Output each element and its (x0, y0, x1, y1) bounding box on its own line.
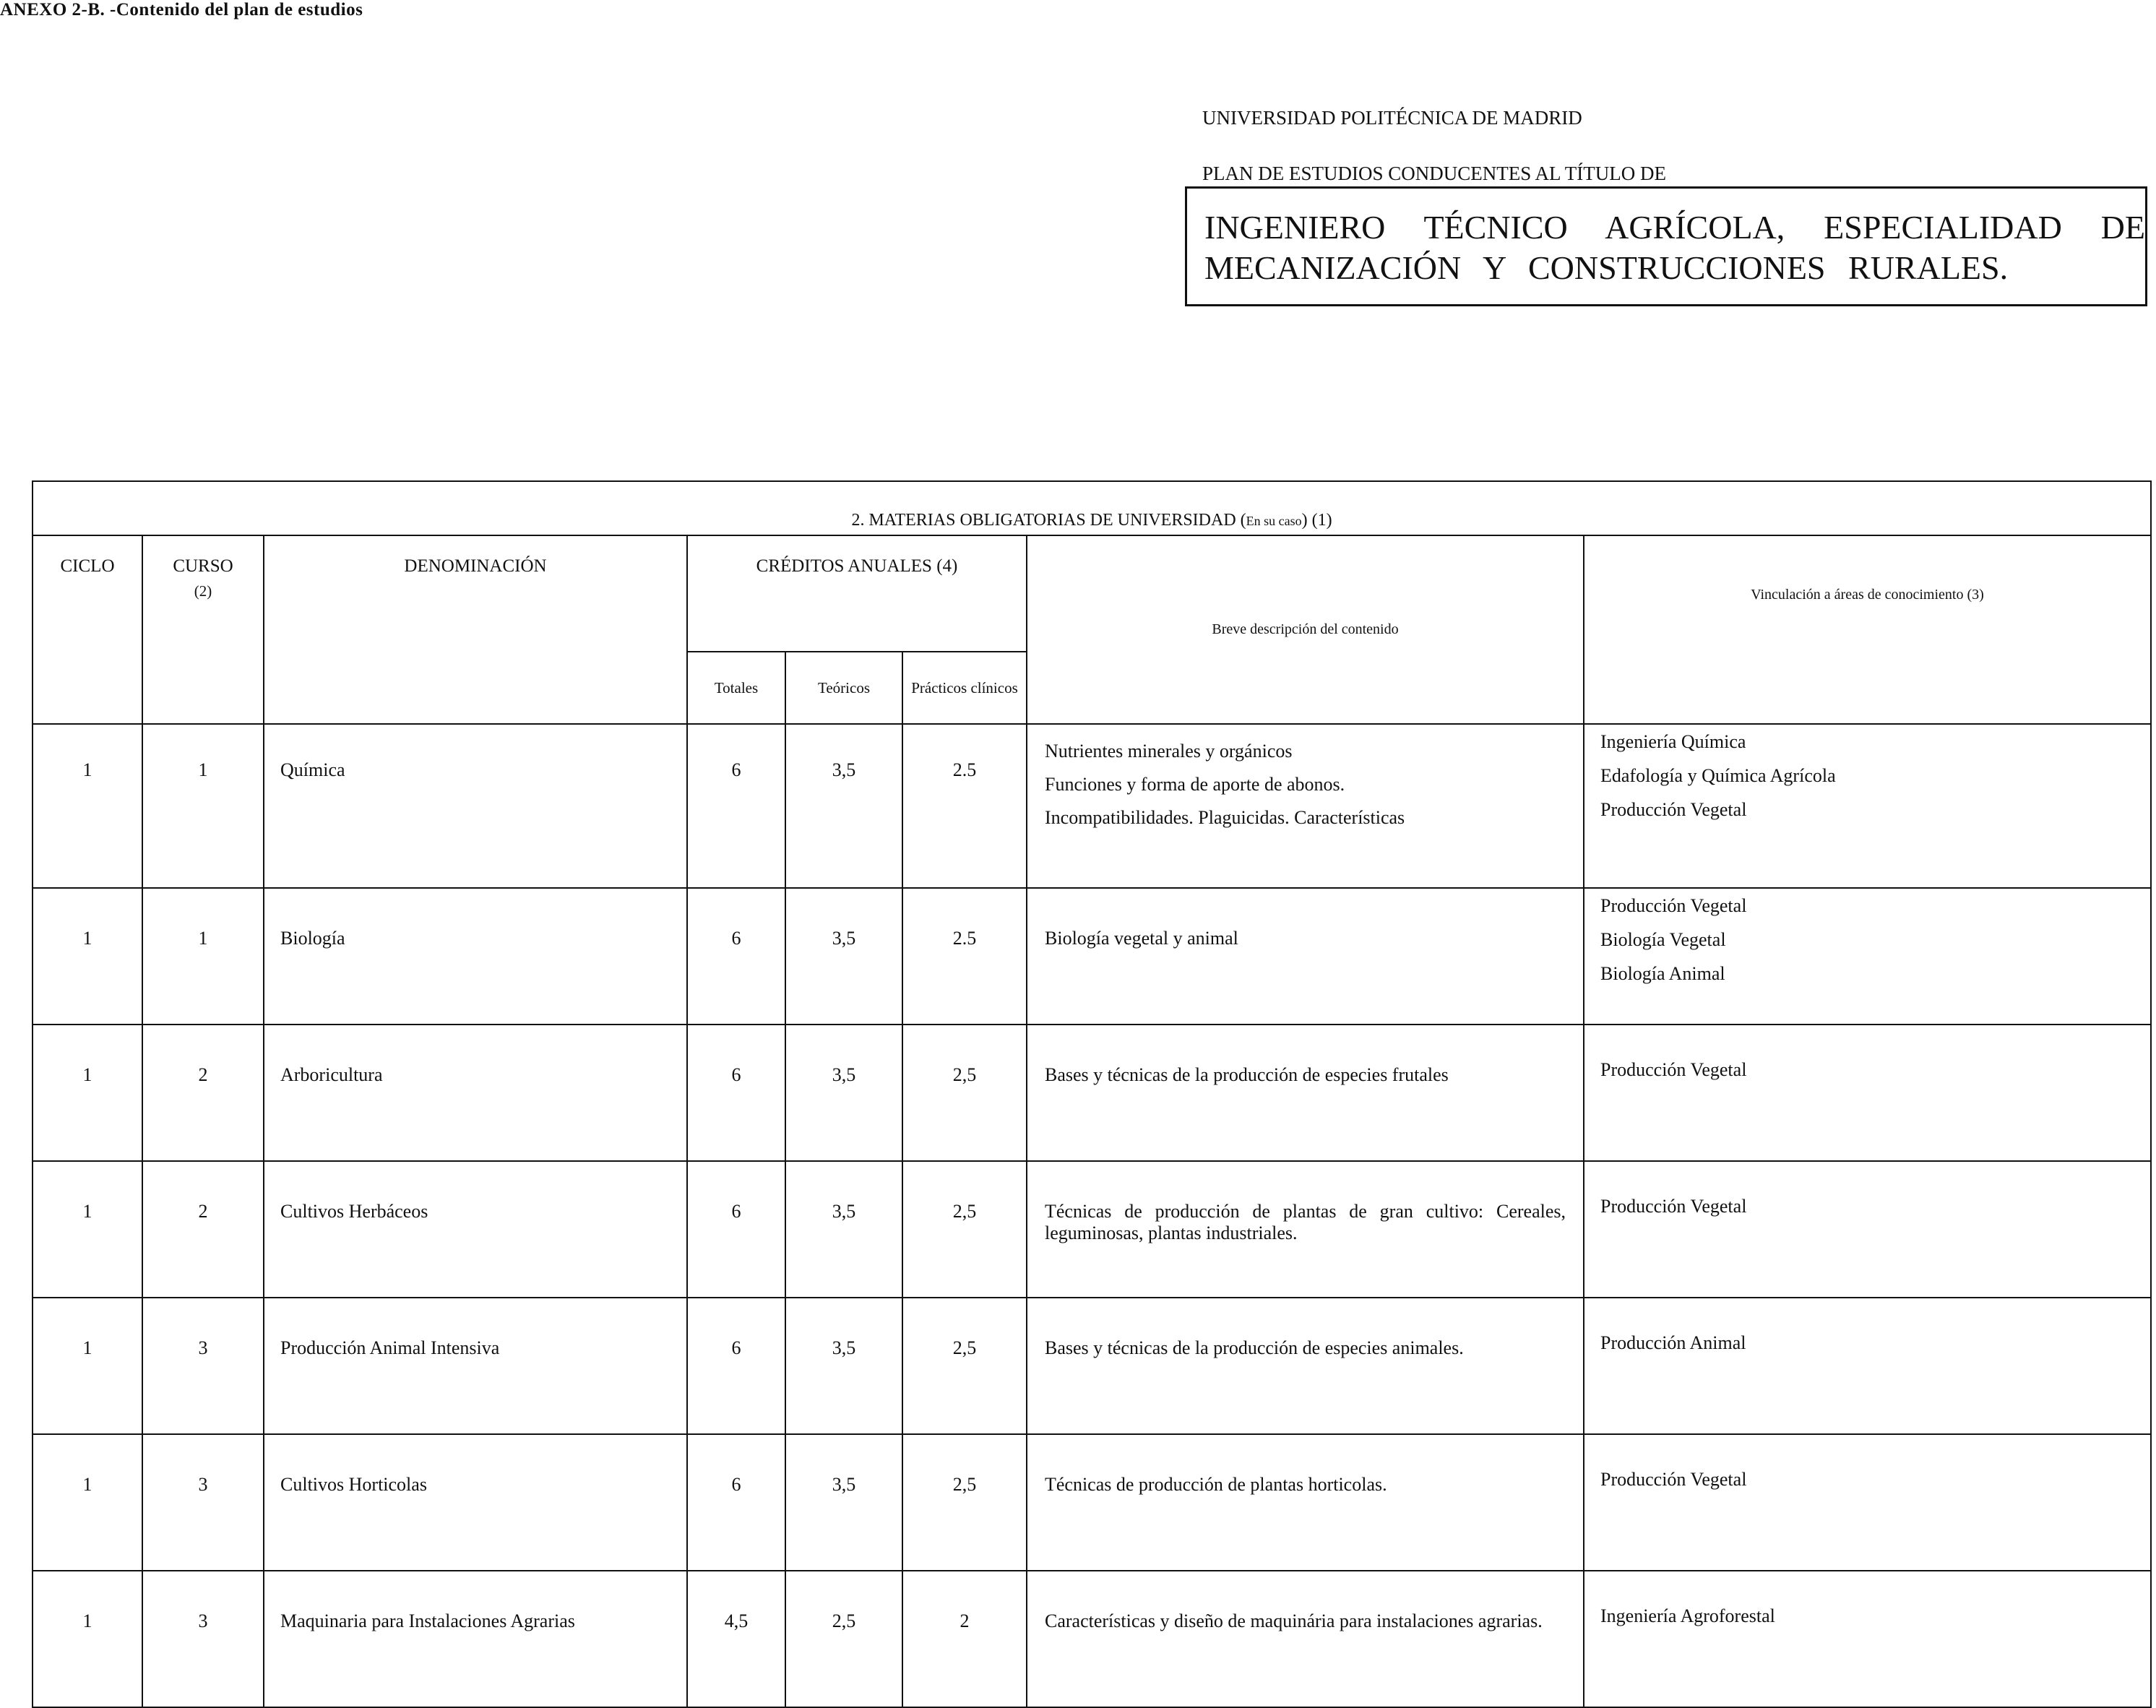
degree-title-line-1: INGENIERO TÉCNICO AGRÍCOLA, ESPECIALIDAD DE (1204, 209, 2145, 246)
area-item: Producción Vegetal (1600, 895, 1747, 916)
description-line: Técnicas de producción de plantas horticolas. (1045, 1474, 1387, 1495)
cell-totales: 6 (687, 1298, 785, 1434)
plan-label: PLAN DE ESTUDIOS CONDUCENTES AL TÍTULO DE (1202, 163, 1666, 184)
header-denominacion: DENOMINACIÓN (264, 535, 687, 724)
cell-practicos: 2,5 (902, 1298, 1027, 1434)
table-row (33, 1571, 2151, 1707)
table-row (33, 1161, 2151, 1298)
cell-practicos: 2.5 (902, 724, 1027, 888)
cell-totales: 6 (687, 724, 785, 888)
cell-denominacion: Cultivos Herbáceos (264, 1161, 687, 1298)
area-item: Producción Vegetal (1600, 799, 1747, 820)
cell-curso: 1 (142, 888, 264, 1025)
cell-curso: 3 (142, 1434, 264, 1571)
header-totales: Totales (687, 652, 785, 724)
cell-descripcion (1027, 1298, 1584, 1434)
header-teoricos: Teóricos (785, 652, 902, 724)
university-name: UNIVERSIDAD POLITÉCNICA DE MADRID (1202, 107, 1582, 129)
cell-descripcion (1027, 1434, 1584, 1571)
description-line: Nutrientes minerales y orgánicos (1045, 741, 1293, 762)
cell-practicos: 2,5 (902, 1025, 1027, 1161)
cell-ciclo: 1 (33, 1434, 142, 1571)
cell-denominacion: Biología (264, 888, 687, 1025)
cell-vinculacion (1584, 1161, 2151, 1298)
area-item: Biología Animal (1600, 963, 1725, 984)
cell-denominacion: Química (264, 724, 687, 888)
header-creditos: CRÉDITOS ANUALES (4) (687, 535, 1027, 652)
cell-vinculacion (1584, 1571, 2151, 1707)
cell-curso: 3 (142, 1298, 264, 1434)
cell-practicos: 2.5 (902, 888, 1027, 1025)
cell-curso: 3 (142, 1571, 264, 1707)
description-line: Bases y técnicas de la producción de especies animales. (1045, 1337, 1464, 1358)
cell-denominacion: Maquinaria para Instalaciones Agrarias (264, 1571, 687, 1707)
cell-descripcion (1027, 1025, 1584, 1161)
degree-title-line-2: MECANIZACIÓN Y CONSTRUCCIONES RURALES. (1204, 249, 2009, 286)
subjects-table (32, 480, 2152, 1708)
cell-descripcion (1027, 1161, 1584, 1298)
cell-curso: 1 (142, 724, 264, 888)
cell-vinculacion (1584, 1025, 2151, 1161)
cell-ciclo: 1 (33, 1161, 142, 1298)
cell-ciclo: 1 (33, 888, 142, 1025)
header-ciclo: CICLO (33, 535, 142, 724)
cell-ciclo: 1 (33, 1025, 142, 1161)
cell-denominacion: Arboricultura (264, 1025, 687, 1161)
table-row (33, 724, 2151, 888)
cell-descripcion (1027, 888, 1584, 1025)
description-line: Bases y técnicas de la producción de especies frutales (1045, 1064, 1449, 1085)
cell-totales: 6 (687, 1161, 785, 1298)
cell-vinculacion (1584, 1434, 2151, 1571)
cell-practicos: 2,5 (902, 1434, 1027, 1571)
area-item: Biología Vegetal (1600, 929, 1726, 950)
cell-descripcion (1027, 724, 1584, 888)
cell-denominacion: Producción Animal Intensiva (264, 1298, 687, 1434)
cell-ciclo: 1 (33, 724, 142, 888)
cell-totales: 6 (687, 1025, 785, 1161)
cell-curso: 2 (142, 1025, 264, 1161)
header-descripcion: Breve descripción del contenido (1027, 535, 1584, 724)
description-line: Características y diseño de maquinária para instalaciones agrarias. (1045, 1610, 1543, 1631)
description-line: Biología vegetal y animal (1045, 928, 1238, 949)
area-item: Producción Vegetal (1600, 1469, 1747, 1490)
description-line: Técnicas de producción de plantas de gran cultivo: Cereales, leguminosas, plantas industriales. (1045, 1201, 1566, 1243)
cell-teoricos: 3,5 (785, 1298, 902, 1434)
annex-heading: ANEXO 2-B. -Contenido del plan de estudios (0, 0, 363, 20)
area-item: Producción Vegetal (1600, 1059, 1747, 1080)
area-item: Ingeniería Agroforestal (1600, 1605, 1775, 1626)
header-practicos: Prácticos clínicos (902, 652, 1027, 724)
degree-title-box (1185, 186, 2147, 306)
cell-curso: 2 (142, 1161, 264, 1298)
cell-teoricos: 3,5 (785, 724, 902, 888)
cell-denominacion: Cultivos Horticolas (264, 1434, 687, 1571)
cell-vinculacion (1584, 724, 2151, 888)
description-line: Funciones y forma de aporte de abonos. (1045, 774, 1345, 795)
cell-teoricos: 3,5 (785, 1025, 902, 1161)
area-item: Producción Vegetal (1600, 1196, 1747, 1217)
cell-teoricos: 2,5 (785, 1571, 902, 1707)
cell-vinculacion (1584, 888, 2151, 1025)
cell-totales: 6 (687, 888, 785, 1025)
area-item: Producción Animal (1600, 1332, 1746, 1353)
description-line: Incompatibilidades. Plaguicidas. Características (1045, 807, 1405, 828)
cell-descripcion (1027, 1571, 1584, 1707)
cell-practicos: 2 (902, 1571, 1027, 1707)
table-caption: 2. MATERIAS OBLIGATORIAS DE UNIVERSIDAD (En su caso) (1) (33, 481, 2151, 535)
cell-totales: 4,5 (687, 1571, 785, 1707)
cell-vinculacion (1584, 1298, 2151, 1434)
table-row (33, 1025, 2151, 1161)
header-curso: CURSO (2) (142, 535, 264, 724)
table-row (33, 888, 2151, 1025)
area-item: Ingeniería Química (1600, 731, 1746, 752)
cell-teoricos: 3,5 (785, 1161, 902, 1298)
cell-teoricos: 3,5 (785, 888, 902, 1025)
header-vinculacion: Vinculación a áreas de conocimiento (3) (1584, 535, 2151, 724)
cell-teoricos: 3,5 (785, 1434, 902, 1571)
cell-totales: 6 (687, 1434, 785, 1571)
table-row (33, 1434, 2151, 1571)
cell-ciclo: 1 (33, 1298, 142, 1434)
table-row (33, 1298, 2151, 1434)
area-item: Edafología y Química Agrícola (1600, 765, 1836, 786)
cell-practicos: 2,5 (902, 1161, 1027, 1298)
cell-ciclo: 1 (33, 1571, 142, 1707)
